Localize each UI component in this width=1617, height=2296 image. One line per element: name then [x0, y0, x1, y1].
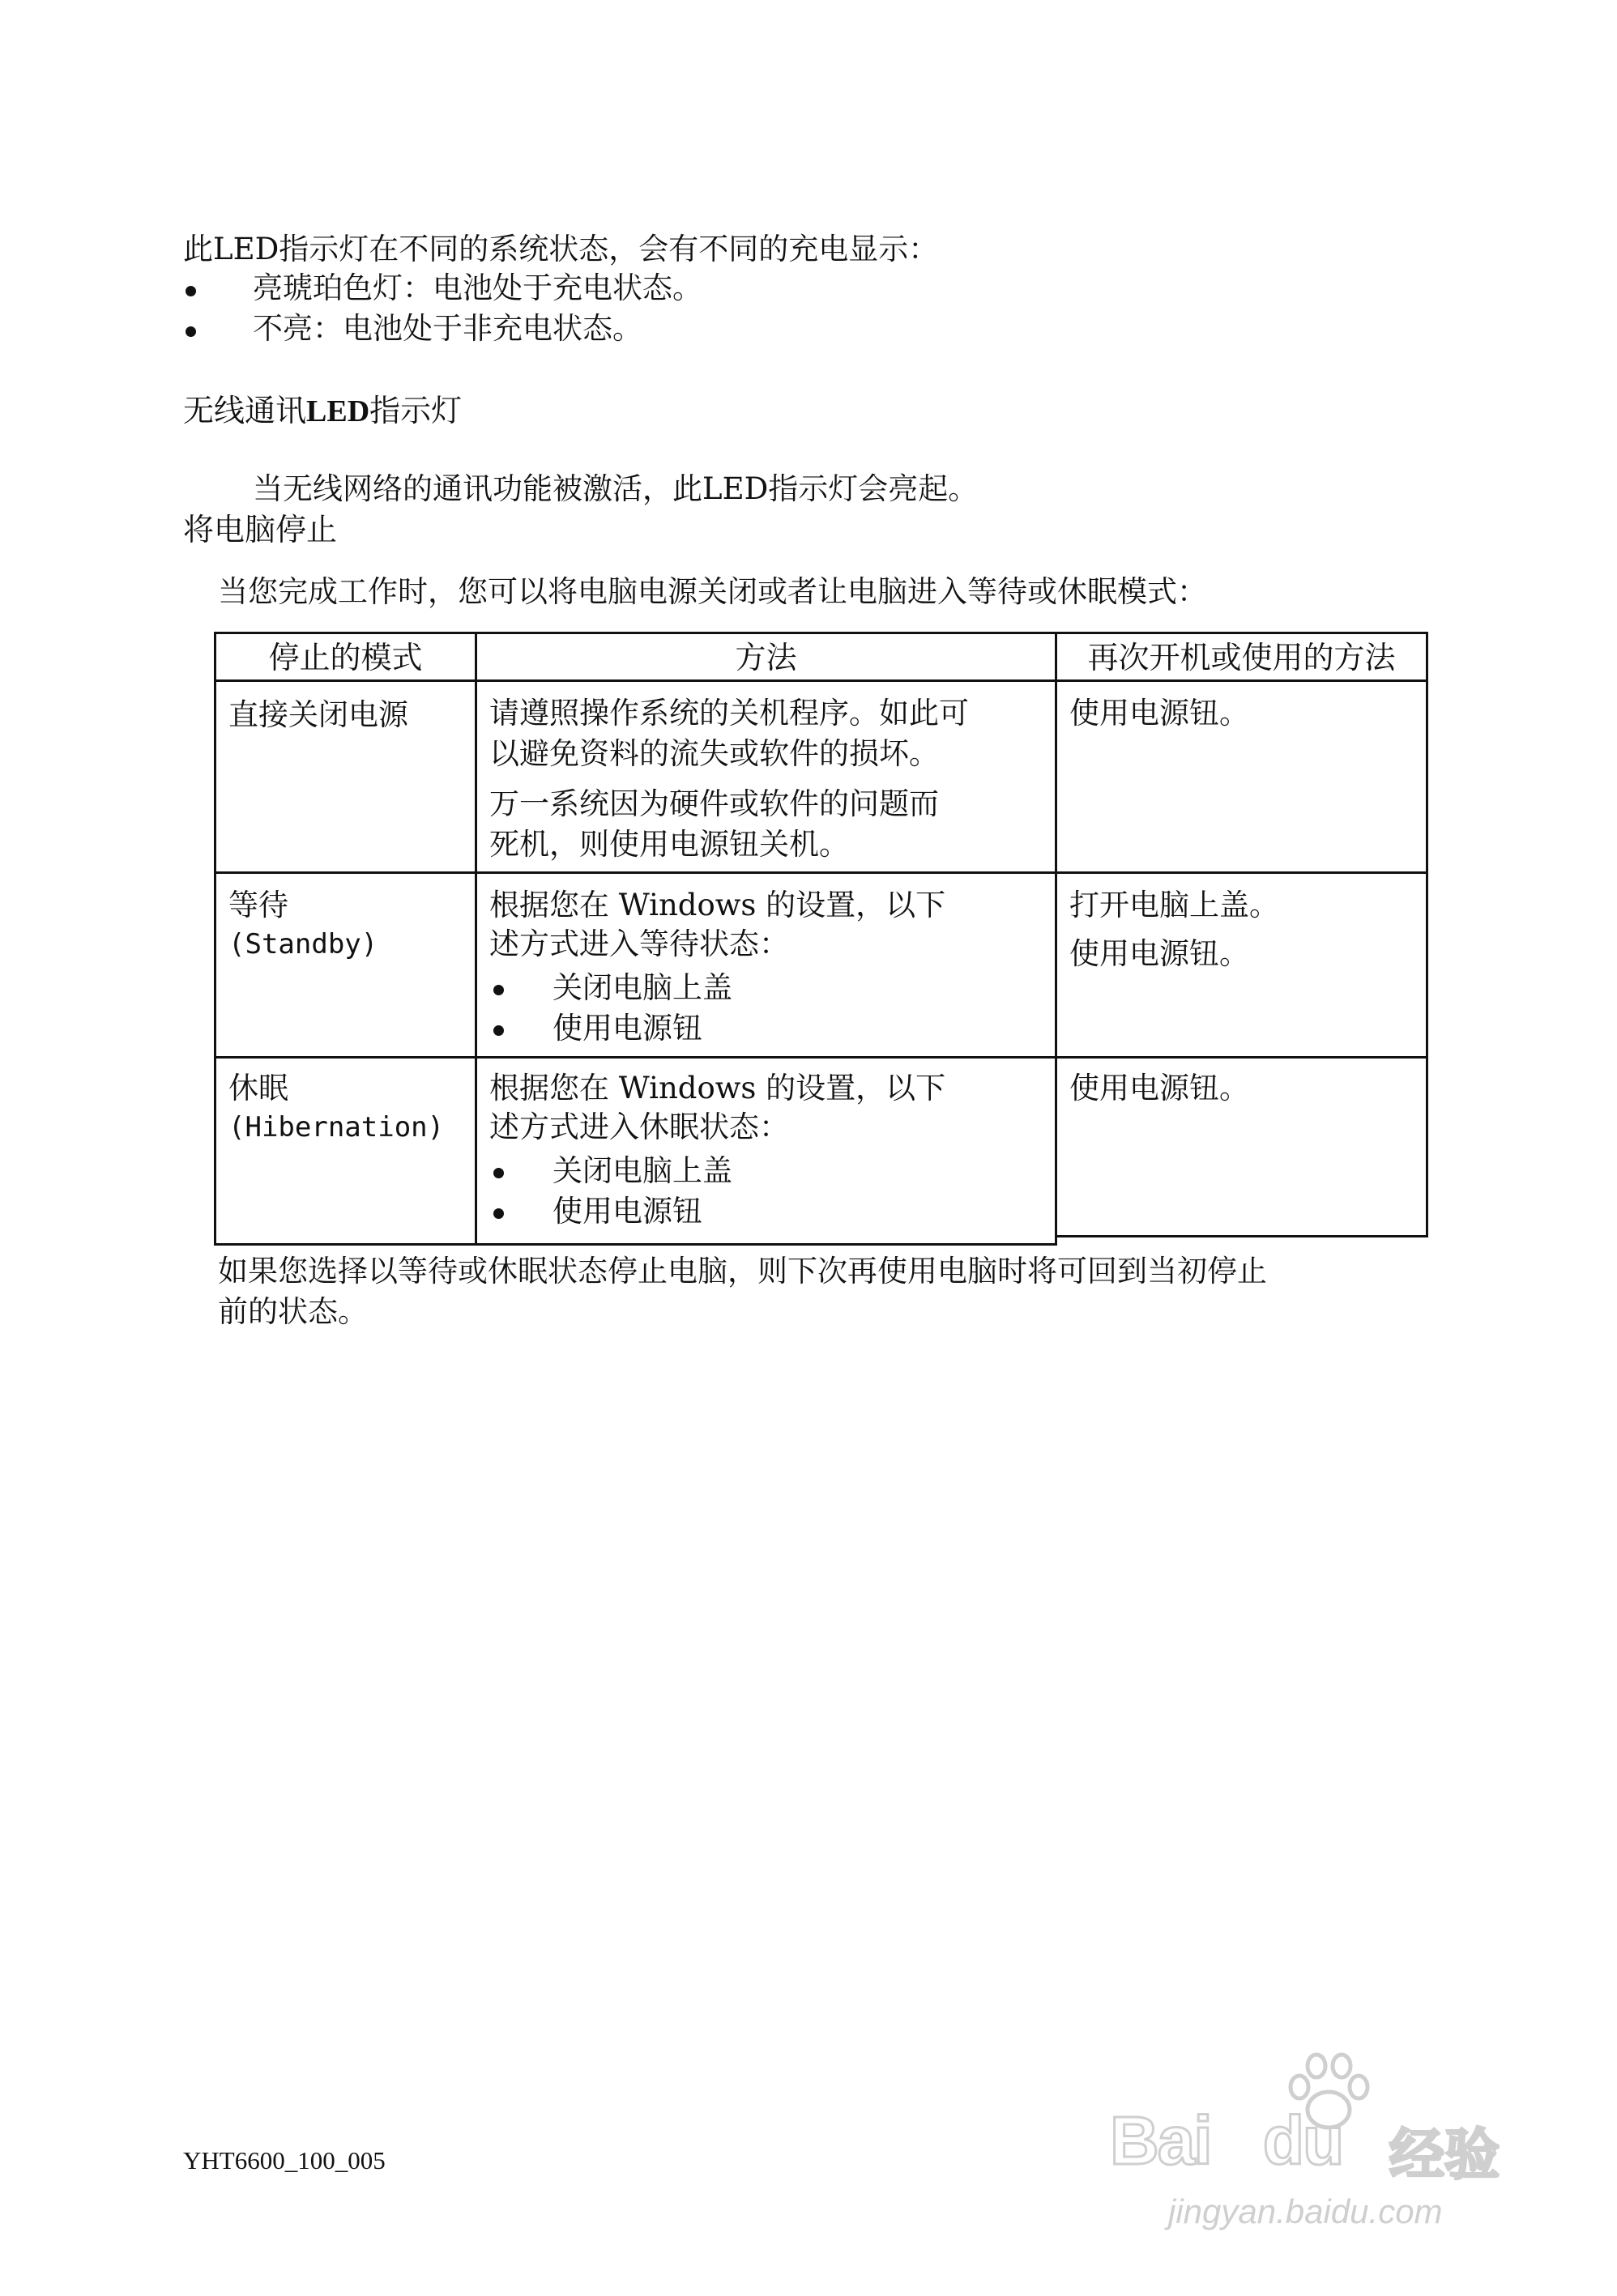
row2-method-line-2: 述方式进入等待状态：: [489, 926, 789, 961]
row2-method-bullet-2: 使用电源钮: [553, 1011, 702, 1046]
table-cell: [475, 1056, 1057, 1246]
footer-doc-code: YHT6600_100_005: [183, 2146, 386, 2175]
header-mode: 停止的模式: [268, 640, 423, 675]
row2-mode: 等待: [228, 888, 288, 922]
row3-mode: 休眠: [228, 1071, 288, 1105]
bullet-dot: [493, 1168, 504, 1178]
watermark-brand-right: du: [1262, 2102, 1343, 2179]
bullet-dot: [493, 985, 504, 995]
wireless-heading-post: 指示灯: [369, 393, 463, 428]
wireless-heading-bold: LED: [306, 394, 370, 428]
row2-resume-1: 打开电脑上盖。: [1069, 888, 1279, 922]
closing-line-2: 前的状态。: [218, 1294, 368, 1329]
table-row: [214, 871, 477, 1059]
table-cell: [475, 871, 1057, 1059]
wireless-body: 当无线网络的通讯功能被激活，此LED指示灯会亮起。: [253, 471, 979, 506]
intro-bullet-1: 亮琥珀色灯：电池处于充电状态。: [253, 270, 702, 305]
row3-method-line-2: 述方式进入休眠状态：: [489, 1110, 789, 1144]
row3-resume: 使用电源钮。: [1069, 1071, 1249, 1105]
shutdown-intro: 当您完成工作时，您可以将电脑电源关闭或者让电脑进入等待或休眠模式：: [218, 574, 1207, 609]
row2-resume-2: 使用电源钮。: [1069, 936, 1249, 971]
closing-line-1: 如果您选择以等待或休眠状态停止电脑，则下次再使用电脑时将可回到当初停止: [218, 1254, 1267, 1289]
row1-resume: 使用电源钮。: [1069, 696, 1249, 731]
table-row: [214, 679, 477, 874]
table-header-cell: [214, 632, 477, 682]
row1-mode: 直接关闭电源: [228, 697, 408, 732]
bullet-dot: [493, 1208, 504, 1219]
table-header-cell: [1055, 632, 1428, 682]
table-cell: [1055, 871, 1428, 1059]
bullet-dot: [186, 326, 196, 337]
wireless-heading: [183, 391, 462, 431]
shutdown-heading: 将电脑停止: [183, 512, 338, 547]
row3-method-line-1: 根据您在 Windows 的设置，以下: [489, 1071, 946, 1105]
row2-method-line-1: 根据您在 Windows 的设置，以下: [489, 888, 946, 922]
row3-mode-en: (Hibernation): [228, 1111, 445, 1144]
row3-method-bullet-1: 关闭电脑上盖: [553, 1153, 732, 1188]
table-cell: [1055, 679, 1428, 874]
watermark-brand-cn: 经验: [1389, 2123, 1500, 2187]
row1-method-line-3: 万一系统因为硬件或软件的问题而: [489, 786, 939, 821]
baidu-jingyan-watermark: [1110, 2045, 1531, 2247]
table-row: [214, 1056, 477, 1246]
intro-bullet-2: 不亮：电池处于非充电状态。: [253, 311, 642, 346]
table-cell: [1055, 1056, 1428, 1237]
header-method: 方法: [735, 640, 797, 675]
row2-mode-en: (Standby): [228, 928, 378, 961]
row1-method-line-1: 请遵照操作系统的关机程序。如此可: [489, 696, 969, 731]
intro-text: 此LED指示灯在不同的系统状态，会有不同的充电显示：: [183, 232, 939, 266]
wireless-heading-pre: 无线通讯: [183, 393, 307, 428]
row1-method-line-2: 以避免资料的流失或软件的损坏。: [489, 736, 939, 771]
row3-method-bullet-2: 使用电源钮: [553, 1194, 702, 1229]
row1-method-line-4: 死机，则使用电源钮关机。: [489, 827, 849, 862]
table-cell: [475, 679, 1057, 874]
watermark-url: jingyan.baidu.com: [1168, 2192, 1443, 2230]
shutdown-modes-table: [214, 632, 1428, 1246]
watermark-brand-left: Bai: [1110, 2102, 1211, 2179]
table-header-cell: [475, 632, 1057, 682]
header-resume: 再次开机或使用的方法: [1087, 640, 1396, 675]
row2-method-bullet-1: 关闭电脑上盖: [553, 970, 732, 1005]
bullet-dot: [186, 286, 196, 296]
bullet-dot: [493, 1025, 504, 1036]
